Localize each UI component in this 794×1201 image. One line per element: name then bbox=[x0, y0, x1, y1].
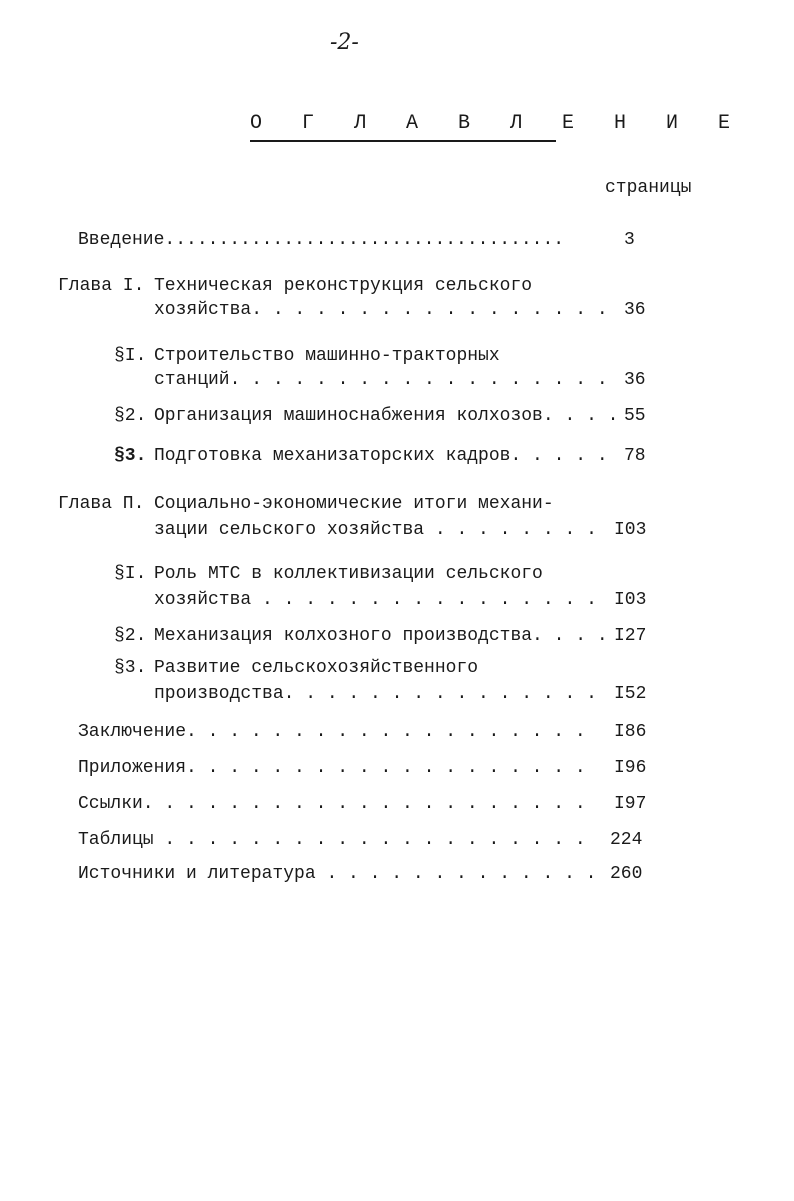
chapter-1-label: Глава I. bbox=[58, 276, 145, 296]
section-2-2-page: I27 bbox=[614, 626, 647, 646]
chapter-1-title-cont: хозяйства. . . . . . . . . . . . . . . . . bbox=[154, 300, 608, 320]
toc-entry-conclusion: Заключение. . . . . . . . . . . . . . . . . . . bbox=[78, 722, 586, 742]
toc-page-intro: 3 bbox=[624, 230, 635, 250]
toc-page-tables: 224 bbox=[610, 830, 643, 850]
section-1-1-title: Строительство машинно-тракторных bbox=[154, 346, 500, 366]
section-2-1-label: §I. bbox=[114, 564, 147, 584]
chapter-2-label: Глава П. bbox=[58, 494, 145, 514]
title-underline bbox=[250, 140, 556, 142]
toc-entry-intro: Введение..................................... bbox=[78, 230, 565, 250]
section-2-3-page: I52 bbox=[614, 684, 647, 704]
chapter-1-title: Техническая реконструкция сельского bbox=[154, 276, 533, 296]
toc-page-conclusion: I86 bbox=[614, 722, 647, 742]
section-1-2-label: §2. bbox=[114, 406, 147, 426]
toc-entry-references: Ссылки. . . . . . . . . . . . . . . . . . . . . bbox=[78, 794, 586, 814]
chapter-1-page: 36 bbox=[624, 300, 646, 320]
section-1-2-page: 55 bbox=[624, 406, 646, 426]
pages-column-header: страницы bbox=[605, 178, 692, 198]
section-2-3-title-cont: производства. . . . . . . . . . . . . . . bbox=[154, 684, 597, 704]
toc-entry-appendices: Приложения. . . . . . . . . . . . . . . . . . . bbox=[78, 758, 586, 778]
section-2-1-title: Роль МТС в коллективизации сельского bbox=[154, 564, 543, 584]
chapter-2-title: Социально-экономические итоги механи- bbox=[154, 494, 554, 514]
toc-page-references: I97 bbox=[614, 794, 647, 814]
chapter-2-page: I03 bbox=[614, 520, 647, 540]
section-2-1-title-cont: хозяйства . . . . . . . . . . . . . . . . bbox=[154, 590, 597, 610]
chapter-2-title-cont: зации сельского хозяйства . . . . . . . . bbox=[154, 520, 597, 540]
section-1-1-page: 36 bbox=[624, 370, 646, 390]
section-1-2-title: Организация машиноснабжения колхозов. . . . bbox=[154, 406, 619, 426]
toc-page-appendices: I96 bbox=[614, 758, 647, 778]
toc-entry-tables: Таблицы . . . . . . . . . . . . . . . . . . . . bbox=[78, 830, 586, 850]
section-1-3-page: 78 bbox=[624, 446, 646, 466]
toc-page-sources: 260 bbox=[610, 864, 643, 884]
section-2-3-title: Развитие сельскохозяйственного bbox=[154, 658, 479, 678]
section-2-3-label: §3. bbox=[114, 658, 147, 678]
toc-title: О Г Л А В Л Е Н И Е bbox=[250, 112, 745, 135]
toc-entry-sources: Источники и литература . . . . . . . . . . . . . bbox=[78, 864, 597, 884]
section-2-2-title: Механизация колхозного производства. . . . bbox=[154, 626, 608, 646]
section-2-1-page: I03 bbox=[614, 590, 647, 610]
section-1-1-title-cont: станций. . . . . . . . . . . . . . . . . . bbox=[154, 370, 608, 390]
page-number: -2- bbox=[330, 30, 359, 55]
section-1-3-label: §3. bbox=[114, 446, 147, 466]
section-1-3-title: Подготовка механизаторских кадров. . . . . bbox=[154, 446, 608, 466]
section-2-2-label: §2. bbox=[114, 626, 147, 646]
section-1-1-label: §I. bbox=[114, 346, 147, 366]
